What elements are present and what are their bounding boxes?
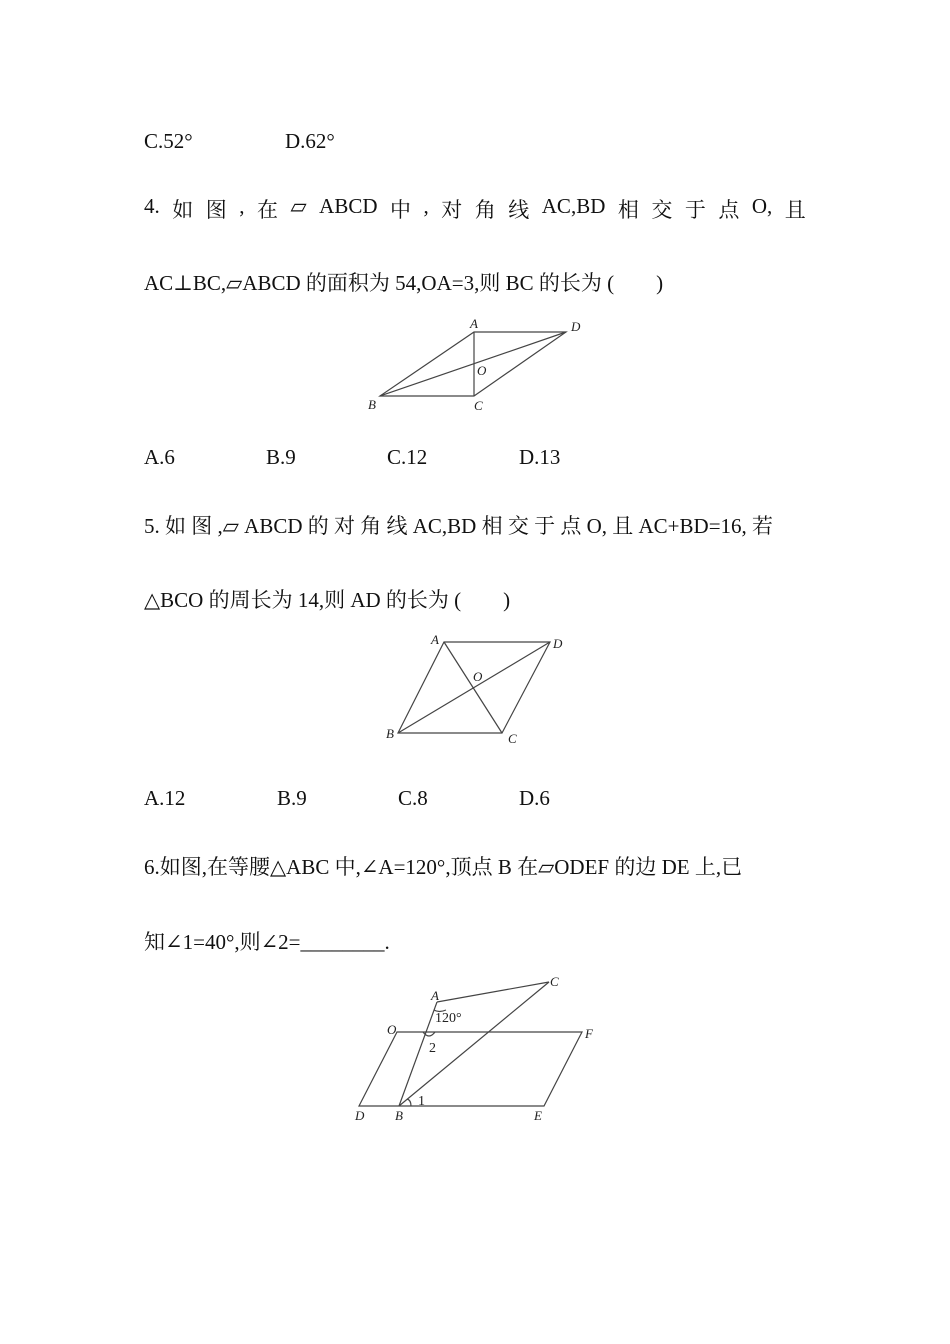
q4-label-c: C (474, 398, 483, 413)
q6-label-o: O (387, 1022, 397, 1037)
q4-token: 相 (617, 198, 639, 222)
q4-token: ▱ (290, 194, 307, 218)
q5-label-o: O (473, 669, 483, 684)
option-c-prev: C.52° (144, 129, 193, 153)
q4-token: 角 (474, 198, 496, 222)
q5-figure (380, 628, 580, 750)
q6-label-a: A (431, 988, 439, 1003)
q4-option-d: D.13 (519, 445, 561, 469)
q4-token: 4. (144, 194, 160, 218)
q6-figure (345, 968, 605, 1128)
q4-token: 对 (441, 198, 463, 222)
q4-token: AC,BD (541, 194, 606, 218)
q5-label-d: D (553, 636, 563, 651)
q5-option-c: C.8 (398, 786, 428, 810)
q5-line1: 5. 如 图 ,▱ ABCD 的 对 角 线 AC,BD 相 交 于 点 O, 且 AC+BD=16, 若 (144, 514, 774, 538)
q4-token: 中 (390, 198, 412, 222)
q6-label-e: E (534, 1108, 542, 1123)
q5-option-a: A.12 (144, 786, 186, 810)
q4-token: O, (751, 194, 773, 218)
q4-option-c: C.12 (387, 445, 428, 469)
q4-token: 点 (718, 198, 740, 222)
q6-line2: 知∠1=40°,则∠2=________. (144, 930, 390, 954)
q6-label-b: B (395, 1108, 403, 1123)
q6-label-d: D (355, 1108, 365, 1123)
q4-token: 于 (684, 198, 706, 222)
q5-label-b: B (386, 726, 394, 741)
q6-line1: 6.如图,在等腰△ABC 中,∠A=120°,顶点 B 在▱ODEF 的边 DE 上,已 (144, 855, 743, 879)
q6-parallelogram-odef (359, 1032, 582, 1106)
q4-figure (360, 312, 600, 418)
q4-token: 交 (651, 198, 673, 222)
q4-token: 如 (172, 198, 194, 222)
q6-label-2: 2 (429, 1041, 436, 1056)
q4-token: 图 (205, 198, 227, 222)
q6-label-angle-a: 120° (435, 1011, 462, 1026)
q4-label-a: A (470, 316, 478, 331)
q4-line2: AC⊥BC,▱ABCD 的面积为 54,OA=3,则 BC 的长为 ( ) (144, 271, 664, 295)
q5-label-c: C (508, 731, 517, 746)
q6-label-1: 1 (418, 1094, 425, 1109)
q4-token: 且 (784, 198, 806, 222)
q4-line1 (144, 194, 806, 224)
q5-label-a: A (431, 632, 439, 647)
q4-option-b: B.9 (266, 445, 296, 469)
q4-diagonal-bd (380, 332, 566, 396)
q4-token: , (423, 194, 429, 218)
q4-label-d: D (571, 319, 581, 334)
q4-token: 线 (508, 198, 530, 222)
q5-option-d: D.6 (519, 786, 550, 810)
q4-label-o: O (477, 363, 487, 378)
q4-label-b: B (368, 397, 376, 412)
q4-token: , (239, 194, 245, 218)
q6-angle1-arc (407, 1099, 411, 1106)
q6-side-ac (437, 982, 549, 1002)
q5-option-b: B.9 (277, 786, 307, 810)
q5-line2: △BCO 的周长为 14,则 AD 的长为 ( ) (144, 588, 511, 612)
q6-label-f: F (585, 1026, 593, 1041)
q4-token: ABCD (319, 194, 378, 218)
q6-label-c: C (550, 974, 559, 989)
q4-option-a: A.6 (144, 445, 175, 469)
q4-token: 在 (257, 198, 278, 222)
option-d-prev: D.62° (285, 129, 335, 153)
